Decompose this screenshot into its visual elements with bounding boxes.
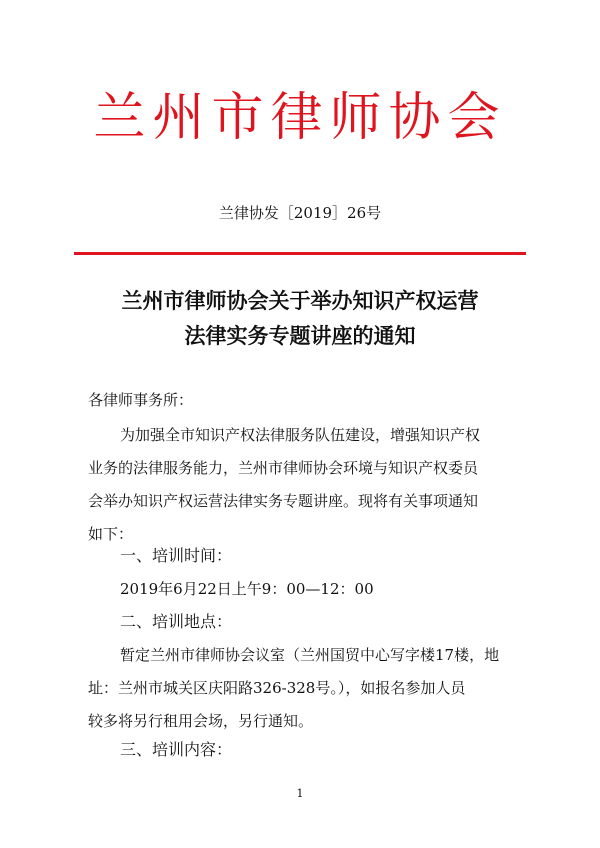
intro-line-1: 为加强全市知识产权法律服务队伍建设，增强知识产权 [120, 426, 481, 444]
section-3-heading: 三、培训内容： [120, 740, 233, 759]
intro-line-3: 会举办知识产权运营法律实务专题讲座。现将有关事项通知 [88, 492, 479, 510]
intro-line-2: 业务的法律服务能力，兰州市律师协会环境与知识产权委员 [88, 459, 479, 477]
document-title-line-1: 兰州市律师协会关于举办知识产权运营 [121, 289, 479, 313]
intro-line-4: 如下： [88, 525, 134, 543]
section-2-line-1: 暂定兰州市律师协会议室（兰州国贸中心写字楼17楼，地 [120, 646, 500, 664]
document-number: 兰律协发［2019］26号 [218, 204, 382, 222]
section-1-heading: 一、培训时间： [120, 546, 233, 565]
section-2-heading: 二、培训地点： [120, 612, 233, 631]
org-name-header: 兰州市律师协会 [93, 88, 507, 148]
section-2-line-2: 址：兰州市城关区庆阳路326-328号。），如报名参加人员 [88, 679, 466, 697]
section-2-line-3: 较多将另行租用会场，另行通知。 [88, 712, 314, 730]
section-1-text: 2019年6月22日上午9：00—12：00 [120, 580, 374, 598]
salutation: 各律师事务所： [88, 391, 194, 409]
red-divider-line [74, 252, 526, 255]
document-title-line-2: 法律实务专题讲座的通知 [184, 324, 416, 348]
page-number: 1 [296, 787, 304, 800]
